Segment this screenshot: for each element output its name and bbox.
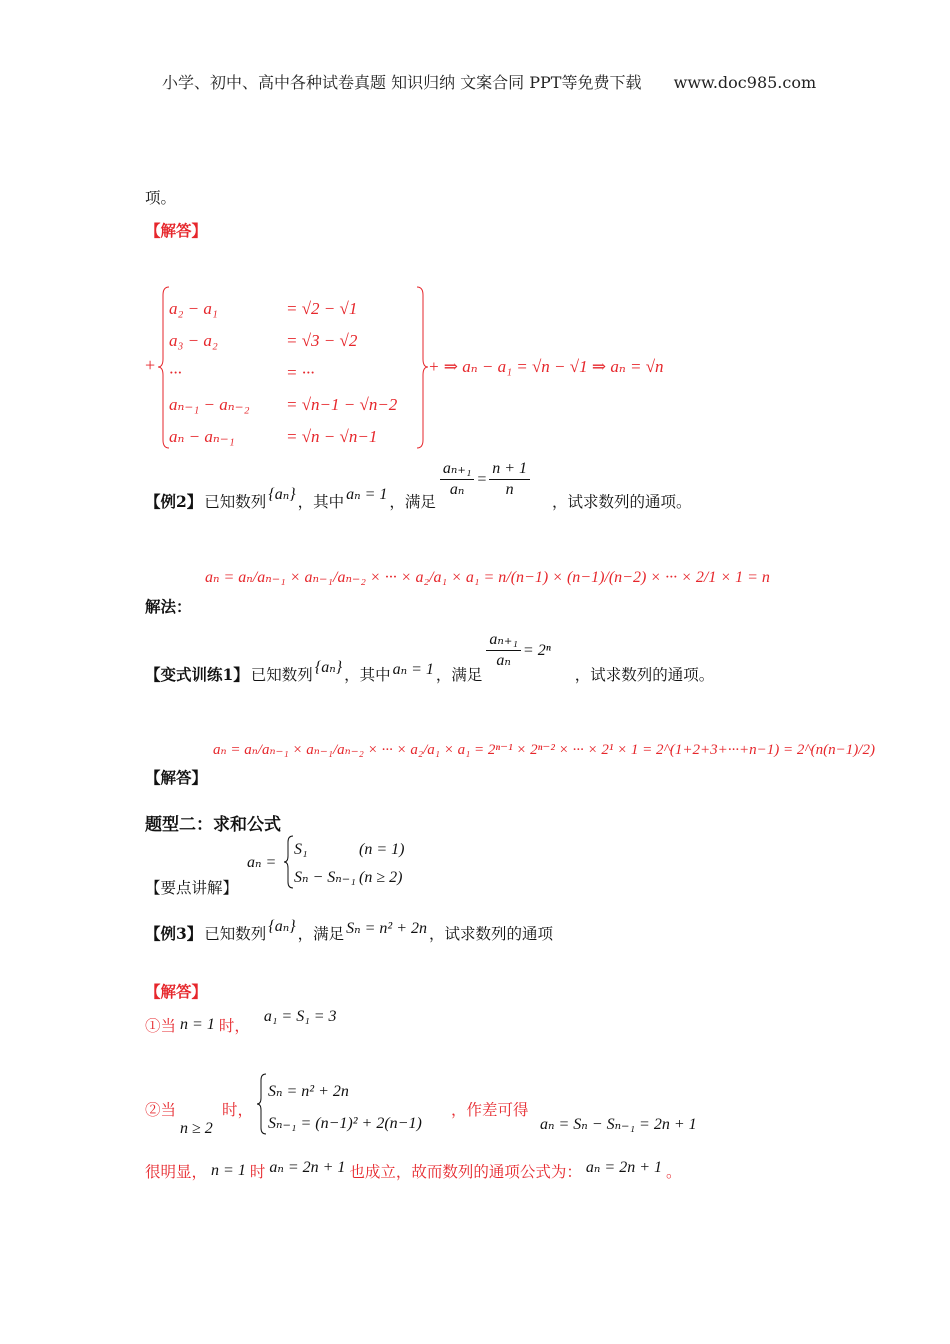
conclusion-text: 也成立，故而数列的通项公式为： — [349, 1163, 582, 1181]
example3-label: 【例3】 — [145, 924, 203, 943]
variant1-label: 【变式训练1】 — [145, 664, 249, 684]
ratio-numerator: aₙ₊₁ — [486, 631, 521, 651]
difference-system — [143, 285, 703, 450]
step1-cond: n = 1 — [180, 1016, 215, 1033]
example2-text: ，试求数列的通项。 — [552, 492, 692, 511]
system-lhs-row: aₙ − aₙ₋₁ — [169, 427, 235, 446]
system-rhs-row: = √n−1 − √n−2 — [286, 395, 398, 414]
conclusion-text: 。 — [666, 1163, 682, 1181]
keypoints-lhs: aₙ = — [247, 854, 277, 871]
page-header — [162, 70, 816, 93]
case2: Sₙ − Sₙ₋₁ — [294, 869, 356, 886]
case1: S₁ — [294, 841, 308, 858]
ratio-denominator: aₙ — [449, 481, 465, 499]
ratio-equals: = — [476, 470, 488, 488]
conclusion-text: 时 — [249, 1163, 266, 1181]
step1-text: ①当 — [145, 1017, 177, 1035]
step1-text: 时， — [218, 1017, 250, 1035]
variant1-ratio — [484, 631, 550, 671]
answer-label-1: 【解答】 — [145, 221, 208, 240]
variant1-text: ，满足 — [435, 665, 483, 684]
step2-row: Sₙ = n² + 2n — [268, 1083, 349, 1100]
ratio-numerator: aₙ₊₁ — [440, 460, 475, 480]
rhs-numerator: n + 1 — [489, 460, 530, 480]
system-rhs-row: = √2 − √1 — [286, 299, 358, 318]
right-brace-icon — [415, 285, 429, 450]
example2-seq: {aₙ} — [268, 485, 296, 503]
example3-seq: {aₙ} — [268, 918, 296, 935]
rhs-denominator: n — [505, 481, 514, 499]
example3-text: ，试求数列的通项 — [428, 925, 553, 943]
step2-result: aₙ = Sₙ − Sₙ₋₁ = 2n + 1 — [540, 1116, 697, 1133]
conclusion-cond: n = 1 — [211, 1162, 246, 1179]
answer-label-3: 【解答】 — [145, 982, 208, 1001]
header-url[interactable]: www.doc985.com — [673, 73, 817, 92]
variant1-cond: aₙ = 1 — [392, 660, 434, 678]
step2-text: ，作差可得 — [451, 1101, 529, 1119]
system-lhs-row: a₃ − a₂ — [169, 331, 218, 350]
example3-text: ，满足 — [297, 925, 345, 943]
step2-cond: n ≥ 2 — [180, 1120, 213, 1137]
solution2-formula: aₙ = aₙ/aₙ₋₁ × aₙ₋₁/aₙ₋₂ × ··· × a₂/a₁ × a₁ = n/(n−1) × (n−1)/(n−2) × ··· × 2/1 × 1 = n — [205, 569, 770, 586]
system-rhs-row: = √n − √n−1 — [286, 427, 378, 446]
example2-text: ，其中 — [297, 492, 345, 511]
ratio-denominator: aₙ — [496, 652, 511, 670]
system-lhs — [169, 293, 250, 453]
step2-text: ②当 — [145, 1101, 177, 1119]
cond1: (n = 1) — [359, 841, 405, 858]
step2-system — [268, 1076, 422, 1140]
example3 — [145, 918, 553, 944]
conclusion-eq: aₙ = 2n + 1 — [269, 1159, 346, 1176]
variant1 — [145, 631, 715, 685]
example3-text: 已知数列 — [204, 925, 267, 943]
answer-label-2: 【解答】 — [145, 768, 208, 787]
example2-text: ，满足 — [389, 492, 436, 511]
conclusion-text: 很明显， — [145, 1163, 208, 1181]
keypoints-cases — [294, 836, 404, 892]
example2-text: 已知数列 — [204, 492, 267, 511]
variant1-text: 已知数列 — [250, 665, 313, 684]
step2-row: Sₙ₋₁ = (n−1)² + 2(n−1) — [268, 1115, 422, 1132]
step2-text: 时， — [222, 1101, 254, 1119]
step2-brace-icon — [256, 1072, 268, 1136]
example2 — [145, 460, 692, 532]
keypoints-label: 【要点讲解】 — [145, 879, 239, 897]
method-label: 解法： — [145, 597, 192, 616]
system-rhs-row: = √3 − √2 — [286, 331, 358, 350]
system-result: + ⇒ aₙ − a₁ = √n − √1 ⇒ aₙ = √n — [428, 357, 664, 376]
example2-label: 【例2】 — [145, 491, 203, 511]
variant1-seq: {aₙ} — [314, 658, 343, 676]
step1-eq: a₁ = S₁ = 3 — [263, 1008, 337, 1025]
conclusion-eq2: aₙ = 2n + 1 — [585, 1159, 662, 1176]
header-text: 小学、初中、高中各种试卷真题 知识归纳 文案合同 PPT等免费下载 — [162, 73, 642, 92]
cond2: (n ≥ 2) — [359, 869, 403, 886]
example3-cond: Sₙ = n² + 2n — [346, 920, 427, 937]
solution3-step1 — [145, 1008, 337, 1036]
intro-tail: 项。 — [145, 189, 177, 207]
system-lhs-row: a₂ − a₁ — [169, 299, 218, 318]
plus-sign: + — [145, 355, 156, 375]
example2-ratio — [438, 460, 532, 500]
solution-v1-formula: aₙ = aₙ/aₙ₋₁ × aₙ₋₁/aₙ₋₂ × ··· × a₂/a₁ × a₁ = 2ⁿ⁻¹ × 2ⁿ⁻² × ··· × 2¹ × 1 = 2^(1+2+3+···+n−1) = 2^(n(n−1)/2) — [213, 742, 875, 758]
variant1-text: ，试求数列的通项。 — [574, 665, 715, 684]
system-lhs-row: ··· — [169, 363, 182, 382]
system-rhs-row: = ··· — [286, 363, 315, 382]
system-rhs — [286, 293, 397, 453]
variant1-text: ，其中 — [344, 665, 391, 684]
example2-cond: aₙ = 1 — [346, 485, 388, 503]
system-lhs-row: aₙ₋₁ − aₙ₋₂ — [169, 395, 250, 414]
type2-title: 题型二：求和公式 — [145, 815, 281, 835]
ratio-rhs: = 2ⁿ — [522, 641, 551, 659]
conclusion — [145, 1160, 682, 1182]
